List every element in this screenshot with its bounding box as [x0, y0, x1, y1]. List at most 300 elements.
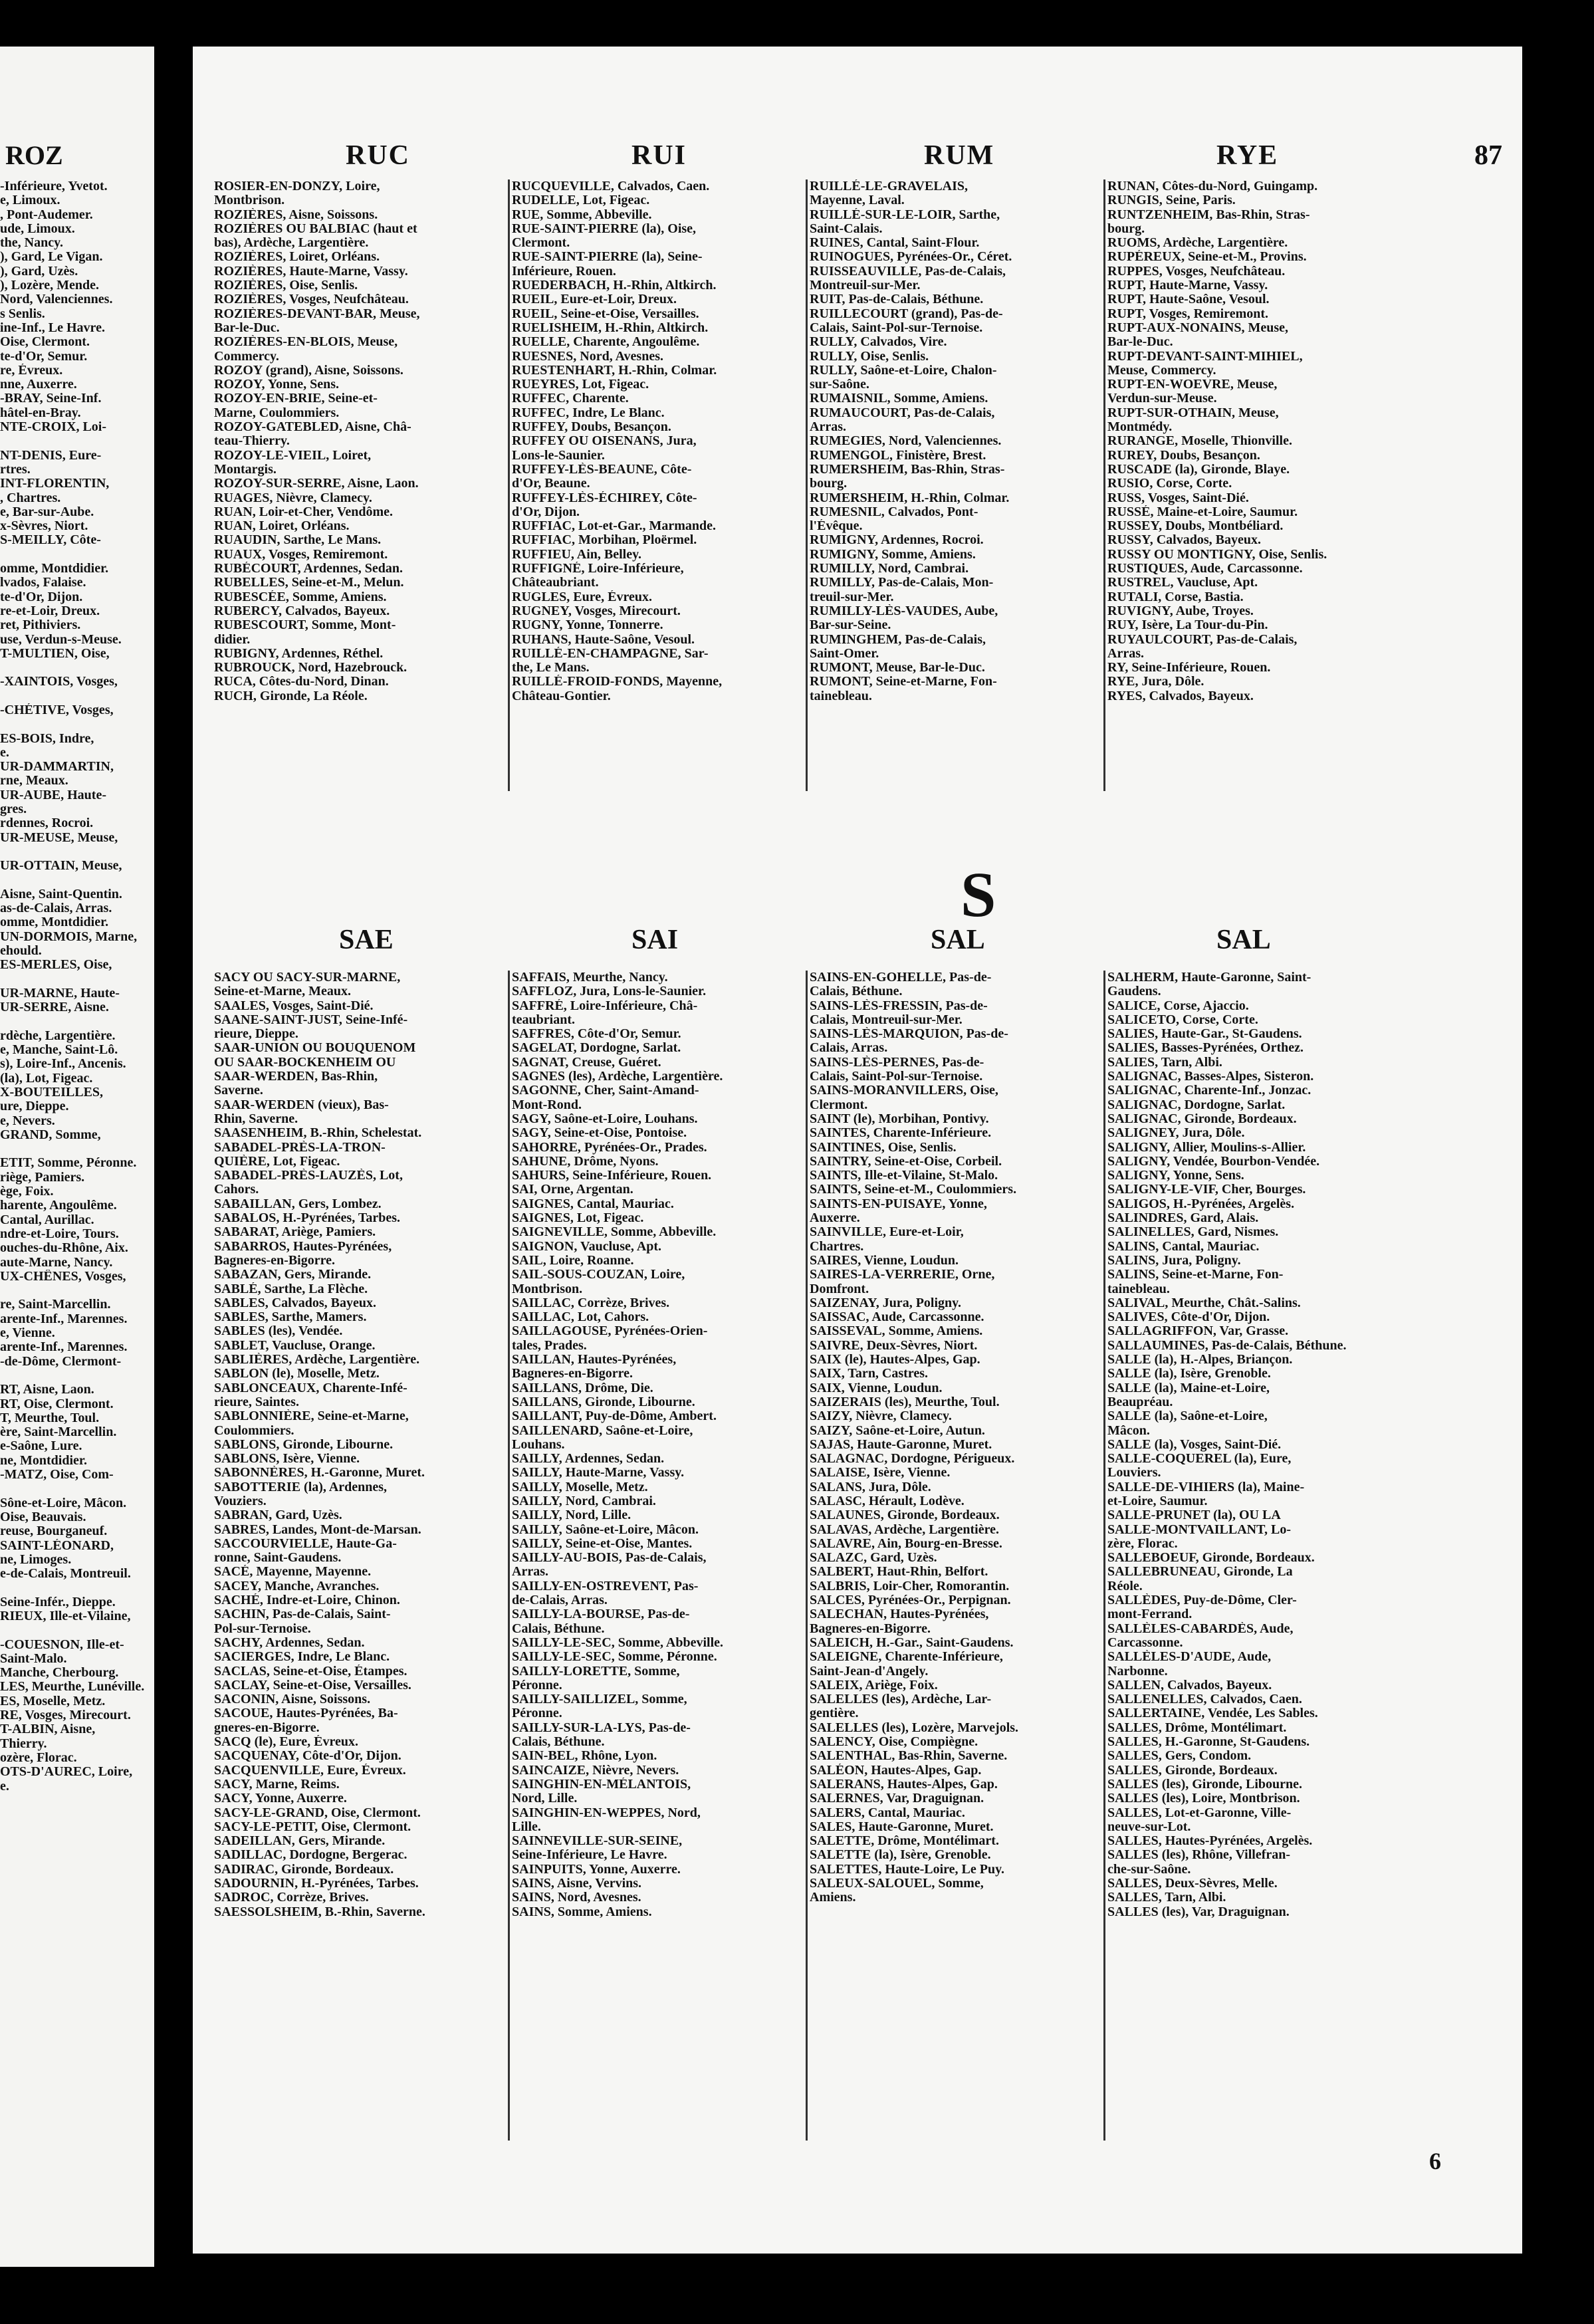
gazetteer-entry: SABONNÈRES, H.-Garonne, Muret. [214, 1466, 425, 1480]
gazetteer-entry: RUEYRES, Lot, Figeac. [512, 378, 649, 392]
running-head-3: RUM [924, 140, 995, 171]
gazetteer-entry: omme, Montdidier. [0, 915, 109, 930]
gazetteer-entry: SALELLES (les), Lozère, Marvejols. [810, 1720, 1019, 1735]
gazetteer-entry: SAIX, Tarn, Castres. [810, 1367, 928, 1381]
gazetteer-entry: RUFFIAC, Morbihan, Ploërmel. [512, 533, 697, 548]
gazetteer-entry: SALAZC, Gard, Uzès. [810, 1551, 937, 1566]
gazetteer-entry: Montbrison. [512, 1282, 583, 1296]
gazetteer-entry: RUHANS, Haute-Saône, Vesoul. [512, 632, 695, 647]
gazetteer-entry: RUFFEC, Charente. [512, 392, 629, 406]
gazetteer-entry: te-d'Or, Dijon. [0, 590, 83, 604]
gazetteer-entry: SACQUENAY, Côte-d'Or, Dijon. [214, 1749, 401, 1764]
gazetteer-entry: SAILLAC, Lot, Cahors. [512, 1310, 649, 1325]
gazetteer-entry [0, 689, 152, 703]
gazetteer-entry: Saint-Malo. [0, 1651, 67, 1666]
gazetteer-entry: RUMIGNY, Somme, Amiens. [810, 547, 976, 562]
gazetteer-entry: SALBERT, Haut-Rhin, Belfort. [810, 1565, 988, 1579]
gazetteer-entry: ROZOY-SUR-SERRE, Aisne, Laon. [214, 477, 419, 491]
gazetteer-entry: et-Loire, Saumur. [1107, 1494, 1208, 1508]
gazetteer-entry: bas), Ardèche, Largentière. [214, 236, 369, 251]
gazetteer-entry: SACIERGES, Indre, Le Blanc. [214, 1650, 390, 1665]
gazetteer-entry [0, 973, 152, 987]
gazetteer-entry: sur-Saône. [810, 378, 869, 392]
gazetteer-entry: SALLE (la), Maine-et-Loire, [1107, 1381, 1270, 1395]
gazetteer-entry: SALLES, H.-Garonne, St-Gaudens. [1107, 1735, 1310, 1750]
gazetteer-entry: SADIRAC, Gironde, Bordeaux. [214, 1862, 394, 1877]
gazetteer-entry: -COUESNON, Ille-et- [0, 1637, 124, 1652]
gazetteer-entry: ure, Dieppe. [0, 1100, 69, 1114]
gazetteer-entry: RUMONT, Meuse, Bar-le-Duc. [810, 661, 985, 675]
gazetteer-entry: RUBESCÉE, Somme, Amiens. [214, 590, 387, 604]
gazetteer-entry: lvados, Falaise. [0, 576, 86, 590]
gazetteer-entry: SAIGNEVILLE, Somme, Abbeville. [512, 1225, 717, 1240]
gazetteer-entry: ES-BOIS, Indre, [0, 731, 94, 746]
gazetteer-entry: ROZOY-EN-BRIE, Seine-et- [214, 392, 378, 406]
gazetteer-entry: d'Or, Beaune. [512, 477, 590, 491]
gazetteer-entry: Clermont. [810, 1098, 868, 1112]
running-head-1: RUC [346, 140, 410, 171]
gazetteer-entry: SALAVAS, Ardèche, Largentière. [810, 1522, 999, 1537]
gazetteer-entry: RUFFIAC, Lot-et-Gar., Marmande. [512, 519, 716, 534]
gazetteer-entry: SABALOS, H.-Pyrénées, Tarbes. [214, 1211, 401, 1226]
gazetteer-entry: RUMAISNIL, Somme, Amiens. [810, 392, 988, 406]
gazetteer-entry: SALETTE, Drôme, Montélimart. [810, 1834, 999, 1849]
gazetteer-entry: zère, Florac. [1107, 1536, 1178, 1551]
gazetteer-entry: SAINS, Aisne, Vervins. [512, 1877, 642, 1891]
gazetteer-entry: SACCOURVIELLE, Haute-Ga- [214, 1536, 397, 1551]
gazetteer-entry: SAHUNE, Drôme, Nyons. [512, 1154, 659, 1169]
gazetteer-entry: Sône-et-Loire, Mâcon. [0, 1496, 127, 1510]
gazetteer-entry: SAIRES-LA-VERRERIE, Orne, [810, 1268, 995, 1282]
gazetteer-entry: Montbrison. [214, 193, 285, 208]
gazetteer-entry: SAGY, Saône-et-Loire, Louhans. [512, 1111, 698, 1126]
gazetteer-entry: RULLY, Oise, Senlis. [810, 349, 929, 364]
gazetteer-entry: Pol-sur-Ternoise. [214, 1621, 311, 1636]
running-head-2: RUI [631, 140, 687, 171]
gazetteer-entry: SABADEL-PRÈS-LAUZÈS, Lot, [214, 1169, 403, 1183]
gazetteer-entry: ROZOY (grand), Aisne, Soissons. [214, 363, 403, 378]
gazetteer-entry: Thierry. [0, 1736, 47, 1751]
gazetteer-entry: SAIGNES, Cantal, Mauriac. [512, 1197, 674, 1211]
gazetteer-entry: SALASC, Hérault, Lodève. [810, 1494, 965, 1508]
gazetteer-entry: RUPT-SUR-OTHAIN, Meuse, [1107, 406, 1279, 420]
gazetteer-entry: RUMONT, Seine-et-Marne, Fon- [810, 675, 997, 689]
gazetteer-entry: SAILLY-SAILLIZEL, Somme, [512, 1692, 687, 1707]
gazetteer-entry: T-ALBIN, Aisne, [0, 1722, 96, 1737]
gazetteer-entry: SACHÉ, Indre-et-Loire, Chinon. [214, 1593, 400, 1608]
gazetteer-entry: SACÉ, Mayenne, Mayenne. [214, 1565, 372, 1579]
gazetteer-entry: SALLENELLES, Calvados, Caen. [1107, 1692, 1302, 1707]
gazetteer-entry: SAINTS-EN-PUISAYE, Yonne, [810, 1197, 987, 1211]
gazetteer-entry: SALCES, Pyrénées-Or., Perpignan. [810, 1593, 1011, 1608]
gazetteer-entry: T-MULTIEN, Oise, [0, 646, 110, 661]
gazetteer-entry: s Senlis. [0, 306, 45, 321]
gazetteer-entry: e. [0, 745, 9, 760]
gazetteer-entry: RUFFIEU, Ain, Belley. [512, 547, 642, 562]
gazetteer-entry: RUBELLES, Seine-et-M., Melun. [214, 576, 404, 590]
gazetteer-entry: neuve-sur-Lot. [1107, 1819, 1191, 1834]
gazetteer-entry: e, Bar-sur-Aube. [0, 505, 94, 519]
gazetteer-entry: INT-FLORENTIN, [0, 477, 110, 491]
gazetteer-entry: RUBIGNY, Ardennes, Réthel. [214, 646, 384, 661]
gazetteer-entry: e, Manche, Saint-Lô. [0, 1043, 118, 1058]
gazetteer-entry: SALIGNY, Allier, Moulins-s-Allier. [1107, 1140, 1306, 1155]
gazetteer-entry: UR-MEUSE, Meuse, [0, 830, 118, 845]
gazetteer-entry: SALÉON, Hautes-Alpes, Gap. [810, 1763, 982, 1778]
gazetteer-entry: SAINS, Somme, Amiens. [512, 1905, 652, 1919]
gazetteer-entry: SALLE (la), H.-Alpes, Briançon. [1107, 1353, 1293, 1367]
gazetteer-entry: GRAND, Somme, [0, 1127, 101, 1142]
gazetteer-entry: SALINS, Seine-et-Marne, Fon- [1107, 1268, 1284, 1282]
gazetteer-entry: SALIGNAC, Basses-Alpes, Sisteron. [1107, 1070, 1314, 1084]
gazetteer-entry: SALLAUMINES, Pas-de-Calais, Béthune. [1107, 1338, 1347, 1353]
gazetteer-entry: SAILLY, Saône-et-Loire, Mâcon. [512, 1522, 699, 1537]
gazetteer-entry: SALLÈLES-CABARDÈS, Aude, [1107, 1621, 1294, 1636]
gazetteer-entry: LES, Meurthe, Lunéville. [0, 1680, 145, 1694]
gazetteer-entry: RUILLÉ-FROID-FONDS, Mayenne, [512, 675, 723, 689]
gazetteer-entry: Calais, Saint-Pol-sur-Ternoise. [810, 1070, 983, 1084]
gazetteer-entry: RUFFEY, Doubs, Besançon. [512, 420, 671, 435]
gazetteer-entry: RUSSÉ, Maine-et-Loire, Saumur. [1107, 505, 1298, 519]
gazetteer-entry: SAIGNES, Lot, Figeac. [512, 1211, 644, 1226]
gazetteer-entry: SAILLY, Ardennes, Sedan. [512, 1452, 665, 1466]
gazetteer-entry: SAINS-LÈS-FRESSIN, Pas-de- [810, 998, 988, 1013]
gazetteer-entry: RUPT-DEVANT-SAINT-MIHIEL, [1107, 349, 1303, 364]
gazetteer-entry: ude, Limoux. [0, 221, 75, 236]
gazetteer-entry: SALEIX, Ariège, Foix. [810, 1678, 938, 1692]
gazetteer-entry: Bagneres-en-Bigorre. [214, 1253, 336, 1268]
bottom-column-2 [512, 971, 804, 2147]
gazetteer-entry: SABLES, Calvados, Bayeux. [214, 1296, 376, 1310]
gazetteer-entry: SAISSEVAL, Somme, Amiens. [810, 1324, 983, 1339]
gazetteer-entry: UR-MARNE, Haute- [0, 986, 120, 1000]
gazetteer-entry: SALIVES, Côte-d'Or, Dijon. [1107, 1310, 1270, 1325]
gazetteer-entry: SAIX, Vienne, Loudun. [810, 1381, 943, 1395]
gazetteer-entry: RUPT-AUX-NONAINS, Meuse, [1107, 320, 1289, 335]
gazetteer-entry: tainebleau. [810, 689, 872, 703]
gazetteer-entry: Oise, Clermont. [0, 335, 90, 350]
gazetteer-entry: SAASENHEIM, B.-Rhin, Schelestat. [214, 1126, 422, 1141]
gazetteer-entry: RT, Aisne, Laon. [0, 1383, 94, 1397]
gazetteer-entry [0, 1369, 152, 1383]
gazetteer-entry: RUEDERBACH, H.-Rhin, Altkirch. [512, 279, 717, 293]
gazetteer-entry [0, 717, 152, 731]
gazetteer-entry: RUE-SAINT-PIERRE (la), Oise, [512, 221, 697, 236]
gazetteer-entry: SAGONNE, Cher, Saint-Amand- [512, 1084, 699, 1098]
gazetteer-entry: Beaupréau. [1107, 1395, 1173, 1409]
gazetteer-entry: , Chartres. [0, 491, 61, 505]
gazetteer-entry: UX-CHÊNES, Vosges, [0, 1269, 126, 1284]
gazetteer-entry: Saint-Calais. [810, 221, 883, 236]
gazetteer-entry: SABLES, Sarthe, Mamers. [214, 1310, 367, 1325]
gazetteer-entry: tainebleau. [1107, 1282, 1170, 1296]
gazetteer-entry: RUINES, Cantal, Saint-Flour. [810, 236, 980, 251]
gazetteer-entry: SALLE-PRUNET (la), OU LA [1107, 1508, 1281, 1523]
gazetteer-entry: SACOUE, Hautes-Pyrénées, Ba- [214, 1706, 398, 1721]
gazetteer-entry: rdennes, Rocroi. [0, 816, 94, 831]
gazetteer-entry: SALIGNY, Yonne, Sens. [1107, 1169, 1244, 1183]
column-head-sai: SAI [631, 925, 679, 955]
gazetteer-entry: RUGNEY, Vosges, Mirecourt. [512, 604, 681, 618]
gazetteer-entry: SABAILLAN, Gers, Lombez. [214, 1197, 382, 1211]
gazetteer-entry: ret, Pithiviers. [0, 618, 81, 633]
gazetteer-entry: RUAGES, Nièvre, Clamecy. [214, 491, 372, 505]
gazetteer-entry: RUGLES, Eure, Évreux. [512, 590, 652, 604]
gazetteer-entry [0, 1015, 152, 1029]
gazetteer-entry: SALECHAN, Hautes-Pyrénées, [810, 1607, 989, 1622]
gazetteer-entry: , Pont-Audemer. [0, 207, 93, 222]
gazetteer-entry: SALLES (les), Loire, Montbrison. [1107, 1792, 1300, 1806]
gazetteer-entry: RUMILLY, Pas-de-Calais, Mon- [810, 576, 994, 590]
gazetteer-entry: RUFFEC, Indre, Le Blanc. [512, 406, 665, 420]
gazetteer-entry: SABLONNIÈRE, Seine-et-Marne, [214, 1409, 409, 1424]
gazetteer-entry: ), Gard, Uzès. [0, 264, 78, 279]
gazetteer-entry: e, Limoux. [0, 193, 60, 208]
gazetteer-entry: SABRAN, Gard, Uzès. [214, 1508, 342, 1523]
gazetteer-entry: -de-Dôme, Clermont- [0, 1354, 122, 1369]
gazetteer-entry: SAILLY, Nord, Lille. [512, 1508, 631, 1523]
gazetteer-entry: SAINS-LÈS-PERNES, Pas-de- [810, 1055, 984, 1070]
gazetteer-entry: SADEILLAN, Gers, Mirande. [214, 1834, 386, 1849]
gazetteer-entry: Narbonne. [1107, 1664, 1168, 1679]
gazetteer-entry: Mont-Rond. [512, 1098, 582, 1112]
gazetteer-entry: SABARAT, Ariège, Pamiers. [214, 1225, 376, 1240]
gazetteer-entry: SAILLY, Seine-et-Oise, Mantes. [512, 1536, 693, 1551]
gazetteer-entry: RT, Oise, Clermont. [0, 1397, 114, 1411]
gazetteer-entry: SAESSOLSHEIM, B.-Rhin, Saverne. [214, 1905, 425, 1919]
gazetteer-entry: SAIZY, Nièvre, Clamecy. [810, 1409, 952, 1424]
gazetteer-entry: Calais, Saint-Pol-sur-Ternoise. [810, 320, 983, 335]
gazetteer-entry: X-BOUTEILLES, [0, 1086, 104, 1100]
gazetteer-entry: Chartres. [810, 1239, 864, 1254]
gazetteer-entry: SALENTHAL, Bas-Rhin, Saverne. [810, 1749, 1008, 1764]
gazetteer-entry: Coulommiers. [214, 1423, 294, 1438]
gazetteer-entry: SALELLES (les), Ardèche, Lar- [810, 1692, 992, 1707]
left-page-column [0, 179, 152, 1794]
gazetteer-entry: SACONIN, Aisne, Soissons. [214, 1692, 371, 1707]
gazetteer-entry: SAJAS, Haute-Garonne, Muret. [810, 1437, 992, 1452]
gazetteer-entry: RUFFEY-LÈS-BEAUNE, Côte- [512, 462, 692, 477]
gazetteer-entry: RUISSEAUVILLE, Pas-de-Calais, [810, 264, 1006, 279]
gazetteer-entry: ROZIÈRES-DEVANT-BAR, Meuse, [214, 306, 420, 321]
gazetteer-entry: harente, Angoulême. [0, 1199, 117, 1213]
gazetteer-entry: de-Calais, Arras. [512, 1593, 608, 1608]
gazetteer-entry: SAFFAIS, Meurthe, Nancy. [512, 971, 668, 985]
gazetteer-entry: RUCH, Gironde, La Réole. [214, 689, 368, 703]
gazetteer-entry: ROZIÈRES OU BALBIAC (haut et [214, 221, 417, 236]
gazetteer-entry: RUESNES, Nord, Avesnes. [512, 349, 663, 364]
gazetteer-entry: reuse, Bourganeuf. [0, 1524, 108, 1539]
gazetteer-entry [0, 873, 152, 887]
gazetteer-entry: SALLAGRIFFON, Var, Grasse. [1107, 1324, 1289, 1339]
gazetteer-entry: SALINS, Jura, Poligny. [1107, 1253, 1241, 1268]
gazetteer-entry: SALICETO, Corse, Corte. [1107, 1012, 1258, 1027]
gazetteer-entry: RURANGE, Moselle, Thionville. [1107, 434, 1292, 449]
gazetteer-entry: Saverne. [214, 1084, 263, 1098]
gazetteer-entry: Manche, Cherbourg. [0, 1666, 119, 1681]
gazetteer-entry: RUE-SAINT-PIERRE (la), Seine- [512, 250, 703, 265]
gazetteer-entry: Montargis. [214, 462, 277, 477]
gazetteer-entry: SAGELAT, Dordogne, Sarlat. [512, 1041, 681, 1056]
gazetteer-entry: riège, Pamiers. [0, 1170, 85, 1185]
gazetteer-entry: SAINS, Nord, Avesnes. [512, 1891, 641, 1905]
gazetteer-entry: RUBÉCOURT, Ardennes, Sedan. [214, 562, 403, 576]
gazetteer-entry: RUMIGNY, Ardennes, Rocroi. [810, 533, 984, 548]
gazetteer-entry: SALLES, Gers, Condom. [1107, 1749, 1252, 1764]
gazetteer-entry: RUEIL, Eure-et-Loir, Dreux. [512, 292, 677, 307]
gazetteer-entry: Bar-sur-Seine. [810, 618, 891, 633]
gazetteer-entry: UR-DAMMARTIN, [0, 760, 114, 774]
gazetteer-entry: SALLEBRUNEAU, Gironde, La [1107, 1565, 1293, 1579]
gazetteer-entry: SAILLANS, Drôme, Die. [512, 1381, 653, 1395]
gazetteer-entry: SABADEL-PRÈS-LA-TRON- [214, 1140, 386, 1155]
gazetteer-entry: SAINPUITS, Yonne, Auxerre. [512, 1862, 681, 1877]
gazetteer-entry: RUMILLY, Nord, Cambrai. [810, 562, 969, 576]
gazetteer-entry: teaubriant. [512, 1012, 575, 1027]
gazetteer-entry: SABLIÈRES, Ardèche, Largentière. [214, 1353, 420, 1367]
gazetteer-entry: Saint-Jean-d'Angely. [810, 1664, 929, 1679]
column-rule [508, 971, 510, 2141]
gazetteer-entry: UR-SERRE, Aisne. [0, 1000, 109, 1015]
gazetteer-entry: SADOURNIN, H.-Pyrénées, Tarbes. [214, 1877, 419, 1891]
gazetteer-entry: treuil-sur-Mer. [810, 590, 894, 604]
gazetteer-entry: Meuse, Commercy. [1107, 363, 1216, 378]
gazetteer-entry: SALEICH, H.-Gar., Saint-Gaudens. [810, 1635, 1014, 1650]
gazetteer-entry: ROZIÈRES, Oise, Senlis. [214, 279, 358, 293]
gazetteer-entry: SABLON (le), Moselle, Metz. [214, 1367, 380, 1381]
gazetteer-entry: RUAN, Loiret, Orléans. [214, 519, 350, 534]
signature-mark: 6 [1429, 2148, 1441, 2174]
gazetteer-entry: SAFFRÉ, Loire-Inférieure, Châ- [512, 998, 698, 1013]
gazetteer-entry: Verdun-sur-Meuse. [1107, 392, 1217, 406]
column-head-sal-1: SAL [931, 925, 985, 955]
gazetteer-entry: re-et-Loir, Dreux. [0, 604, 100, 618]
gazetteer-entry: Lons-le-Saunier. [512, 448, 605, 463]
gazetteer-entry: arente-Inf., Marennes. [0, 1312, 128, 1326]
gazetteer-entry [0, 1581, 152, 1595]
gazetteer-entry: bourg. [1107, 221, 1145, 236]
gazetteer-entry: -XAINTOIS, Vosges, [0, 675, 118, 689]
gazetteer-entry [0, 434, 152, 448]
gazetteer-entry: Calais, Montreuil-sur-Mer. [810, 1012, 963, 1027]
gazetteer-entry: Cahors. [214, 1183, 259, 1197]
top-column-3 [810, 179, 1102, 798]
gazetteer-entry: aute-Marne, Nancy. [0, 1255, 113, 1270]
gazetteer-entry: RUMERSHEIM, H.-Rhin, Colmar. [810, 491, 1010, 505]
gazetteer-entry: SAINS-EN-GOHELLE, Pas-de- [810, 971, 992, 985]
gazetteer-entry: gentière. [810, 1706, 859, 1721]
gazetteer-entry: SAINTES, Charente-Inférieure. [810, 1126, 992, 1141]
gazetteer-entry: SAAR-WERDEN (vieux), Bas- [214, 1098, 389, 1112]
gazetteer-entry: SALAUNES, Gironde, Bordeaux. [810, 1508, 1000, 1523]
gazetteer-entry: SABLONS, Gironde, Libourne. [214, 1437, 394, 1452]
gazetteer-entry: Seine-Infér., Dieppe. [0, 1595, 116, 1609]
gazetteer-entry: Carcassonne. [1107, 1635, 1183, 1650]
column-head-sal-2: SAL [1216, 925, 1271, 955]
gazetteer-entry: SAILLY-LE-SEC, Somme, Péronne. [512, 1650, 717, 1665]
gazetteer-entry: SAILLY-AU-BOIS, Pas-de-Calais, [512, 1551, 707, 1566]
column-rule [1103, 971, 1105, 2141]
gazetteer-entry: RUSIO, Corse, Corte. [1107, 477, 1232, 491]
gazetteer-entry: SALEIGNE, Charente-Inférieure, [810, 1650, 1003, 1665]
gazetteer-entry: S-MEILLY, Côte- [0, 533, 101, 548]
gazetteer-entry: RUFFIGNÉ, Loire-Inférieure, [512, 562, 684, 576]
gazetteer-entry [0, 1482, 152, 1496]
gazetteer-entry: SAIVRE, Deux-Sèvres, Niort. [810, 1338, 978, 1353]
gazetteer-entry: SALLES, Drôme, Montélimart. [1107, 1720, 1287, 1735]
gazetteer-entry: SAI, Orne, Argentan. [512, 1183, 633, 1197]
gazetteer-entry [0, 1142, 152, 1156]
gazetteer-entry: Clermont. [512, 236, 570, 251]
gazetteer-entry: SALAISE, Isère, Vienne. [810, 1466, 951, 1480]
gazetteer-entry: RUILLÉ-SUR-LE-LOIR, Sarthe, [810, 207, 1000, 222]
gazetteer-entry: Bagneres-en-Bigorre. [810, 1621, 931, 1636]
column-rule [806, 179, 808, 791]
gazetteer-entry: SAINS-MORANVILLERS, Oise, [810, 1084, 998, 1098]
gazetteer-entry: ouches-du-Rhône, Aix. [0, 1241, 128, 1256]
gazetteer-entry: RUDELLE, Lot, Figeac. [512, 193, 650, 208]
gazetteer-entry: Nord, Valenciennes. [0, 292, 113, 307]
gazetteer-entry: SABLES (les), Vendée. [214, 1324, 343, 1339]
gazetteer-entry: SAINCAIZE, Nièvre, Nevers. [512, 1763, 679, 1778]
gazetteer-entry [0, 1284, 152, 1298]
gazetteer-entry: ), Gard, Le Vigan. [0, 250, 103, 265]
gazetteer-entry: ine-Inf., Le Havre. [0, 320, 105, 335]
gazetteer-entry: SAAR-WERDEN, Bas-Rhin, [214, 1070, 378, 1084]
gazetteer-entry: ROZOY-GATEBLED, Aisne, Châ- [214, 420, 411, 435]
gazetteer-entry: RUILLECOURT (grand), Pas-de- [810, 306, 1003, 321]
gazetteer-entry: Réole. [1107, 1579, 1143, 1593]
gazetteer-entry: SALLES, Hautes-Pyrénées, Argelès. [1107, 1834, 1313, 1849]
gazetteer-entry: SALERNES, Var, Draguignan. [810, 1792, 984, 1806]
gazetteer-entry: RUBROUCK, Nord, Hazebrouck. [214, 661, 407, 675]
gazetteer-entry: ehould. [0, 944, 42, 959]
gazetteer-entry: arente-Inf., Marennes. [0, 1340, 128, 1355]
gazetteer-entry: SAHURS, Seine-Inférieure, Rouen. [512, 1169, 712, 1183]
gazetteer-entry: SALIGNAC, Gironde, Bordeaux. [1107, 1111, 1297, 1126]
gazetteer-entry: re, Saint-Marcellin. [0, 1298, 111, 1312]
gazetteer-entry: Montreuil-sur-Mer. [810, 279, 921, 293]
gazetteer-entry: UR-OTTAIN, Meuse, [0, 859, 122, 873]
gazetteer-entry: SAINGHIN-EN-WEPPES, Nord, [512, 1805, 701, 1820]
gazetteer-entry: Domfront. [810, 1282, 869, 1296]
gazetteer-entry: RUMEGIES, Nord, Valenciennes. [810, 434, 1002, 449]
gazetteer-entry: RUVIGNY, Aube, Troyes. [1107, 604, 1254, 618]
gazetteer-entry: use, Verdun-s-Meuse. [0, 632, 122, 647]
gazetteer-entry: RUSSY, Calvados, Bayeux. [1107, 533, 1261, 548]
gazetteer-entry: SALLÈDES, Puy-de-Dôme, Cler- [1107, 1593, 1297, 1608]
gazetteer-entry: Louhans. [512, 1437, 565, 1452]
gazetteer-entry: SALLE-MONTVAILLANT, Lo- [1107, 1522, 1291, 1537]
gazetteer-entry: RUSSY OU MONTIGNY, Oise, Senlis. [1107, 547, 1327, 562]
gazetteer-entry: SALLES, Tarn, Albi. [1107, 1891, 1226, 1905]
left-page-header: ROZ [5, 140, 63, 170]
gazetteer-entry: SALLEN, Calvados, Bayeux. [1107, 1678, 1272, 1692]
gazetteer-entry: OTS-D'AUREC, Loire, [0, 1765, 133, 1780]
gazetteer-entry: SACLAY, Seine-et-Oise, Versailles. [214, 1678, 411, 1692]
gazetteer-entry: e, Vienne. [0, 1326, 55, 1341]
gazetteer-entry: nne, Auxerre. [0, 378, 77, 392]
gazetteer-entry: ndre-et-Loire, Tours. [0, 1226, 119, 1241]
gazetteer-entry: RUPT, Haute-Marne, Vassy. [1107, 279, 1268, 293]
gazetteer-entry: Château-Gontier. [512, 689, 611, 703]
gazetteer-entry: re, Évreux. [0, 363, 63, 378]
gazetteer-entry: SAIZY, Saône-et-Loire, Autun. [810, 1423, 985, 1438]
gazetteer-entry: SAINTS, Ille-et-Vilaine, St-Malo. [810, 1169, 998, 1183]
gazetteer-entry: RUPT-EN-WOEVRE, Meuse, [1107, 378, 1278, 392]
gazetteer-entry: SALETTE (la), Isère, Grenoble. [810, 1848, 991, 1863]
gazetteer-entry: ège, Foix. [0, 1185, 54, 1199]
